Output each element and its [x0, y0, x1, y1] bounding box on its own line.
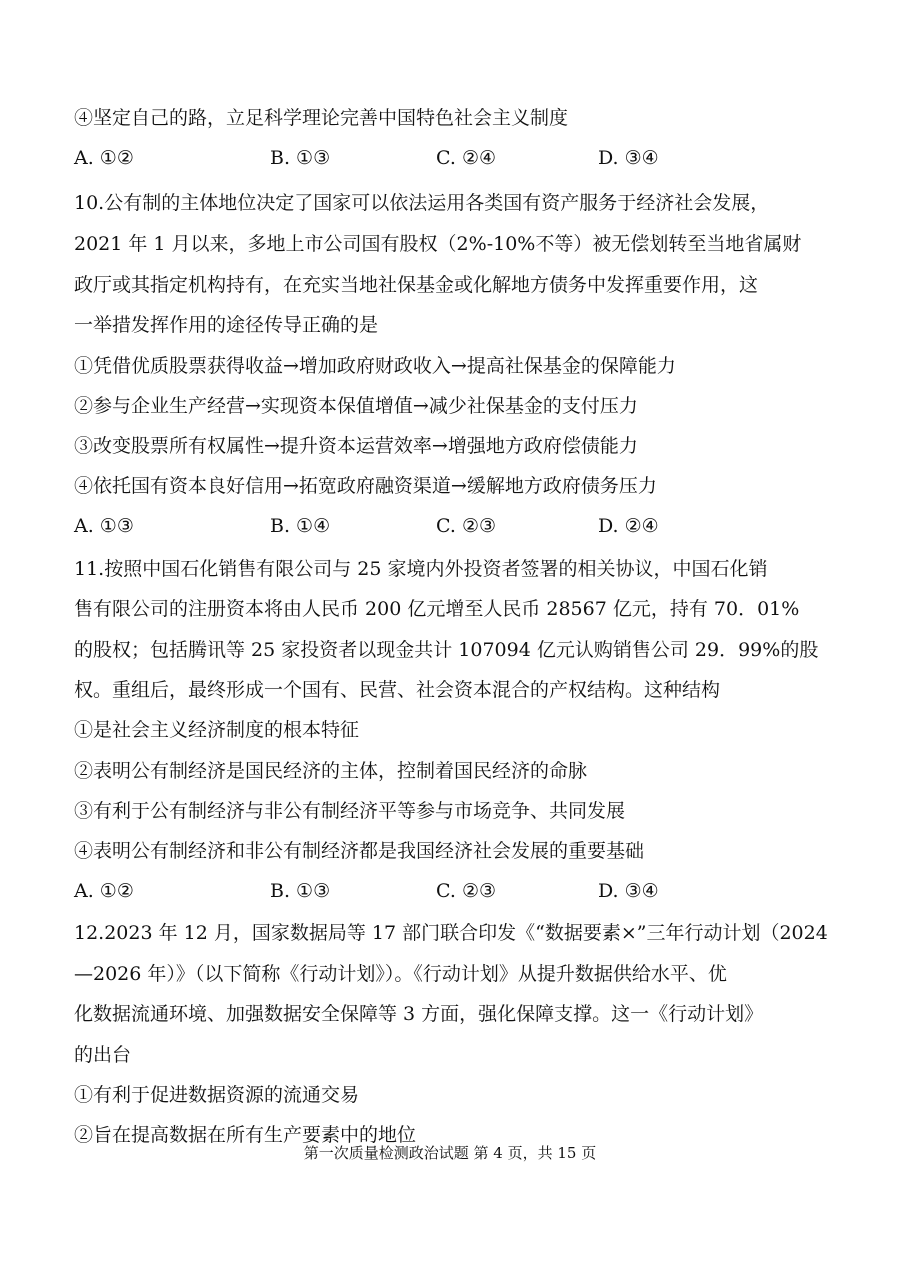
q11-statement-3: ③有利于公有制经济与非公有制经济平等参与市场竞争、共同发展 — [74, 800, 626, 822]
q12-statement-2: ②旨在提高数据在所有生产要素中的地位 — [74, 1124, 417, 1146]
q10-option-b: B. ①④ — [270, 515, 331, 537]
q10-stem-line: 10.公有制的主体地位决定了国家可以依法运用各类国有资产服务于经济社会发展， — [74, 192, 770, 214]
q10-statement-2: ②参与企业生产经营→实现资本保值增值→减少社保基金的支付压力 — [74, 395, 638, 417]
q11-stem-line: 11.按照中国石化销售有限公司与 25 家境内外投资者签署的相关协议，中国石化销 — [74, 558, 768, 580]
q12-stem-line: 化数据流通环境、加强数据安全保障等 3 方面，强化保障支撑。这一《行动计划》 — [74, 1003, 764, 1025]
q11-option-a: A. ①② — [74, 880, 134, 902]
q9-option-d: D. ③④ — [598, 147, 659, 169]
q10-stem-line: 2021 年 1 月以来，多地上市公司国有股权（2%-10%不等）被无偿划转至当地省属财 — [74, 233, 802, 255]
q10-option-c: C. ②③ — [436, 515, 497, 537]
q10-statement-1: ①凭借优质股票获得收益→增加政府财政收入→提高社保基金的保障能力 — [74, 355, 676, 377]
q9-statement-4: ④坚定自己的路，立足科学理论完善中国特色社会主义制度 — [74, 107, 569, 129]
q12-stem-line: —2026 年）》（以下简称《行动计划》）。《行动计划》从提升数据供给水平、优 — [74, 963, 727, 985]
q11-stem-line: 的股权；包括腾讯等 25 家投资者以现金共计 107094 亿元认购销售公司 29．99%的股 — [74, 639, 819, 661]
q11-stem-line: 权。重组后，最终形成一个国有、民营、社会资本混合的产权结构。这种结构 — [74, 679, 721, 701]
q10-option-a: A. ①③ — [74, 515, 134, 537]
q11-option-d: D. ③④ — [598, 880, 659, 902]
q9-option-c: C. ②④ — [436, 147, 497, 169]
q10-option-d: D. ②④ — [598, 515, 659, 537]
q11-option-b: B. ①③ — [270, 880, 331, 902]
q12-stem-line: 的出台 — [74, 1044, 132, 1066]
q11-statement-1: ①是社会主义经济制度的根本特征 — [74, 719, 360, 741]
q10-statement-3: ③改变股票所有权属性→提升资本运营效率→增强地方政府偿债能力 — [74, 435, 638, 457]
q9-option-a: A. ①② — [74, 147, 134, 169]
q11-option-c: C. ②③ — [436, 880, 497, 902]
q11-statement-2: ②表明公有制经济是国民经济的主体，控制着国民经济的命脉 — [74, 760, 588, 782]
q11-stem-line: 售有限公司的注册资本将由人民币 200 亿元增至人民币 28567 亿元，持有 70．01% — [74, 598, 800, 620]
q12-statement-1: ①有利于促进数据资源的流通交易 — [74, 1084, 360, 1106]
q12-stem-line: 12.2023 年 12 月，国家数据局等 17 部门联合印发《“数据要素×”三年行动计划（2024 — [74, 922, 828, 944]
page-footer: 第一次质量检测政治试题 第 4 页，共 15 页 — [303, 1144, 597, 1162]
q10-stem-line: 一举措发挥作用的途径传导正确的是 — [74, 314, 379, 336]
q11-statement-4: ④表明公有制经济和非公有制经济都是我国经济社会发展的重要基础 — [74, 840, 645, 862]
q10-stem-line: 政厅或其指定机构持有，在充实当地社保基金或化解地方债务中发挥重要作用，这 — [74, 274, 759, 296]
q10-statement-4: ④依托国有资本良好信用→拓宽政府融资渠道→缓解地方政府债务压力 — [74, 475, 657, 497]
q9-option-b: B. ①③ — [270, 147, 331, 169]
